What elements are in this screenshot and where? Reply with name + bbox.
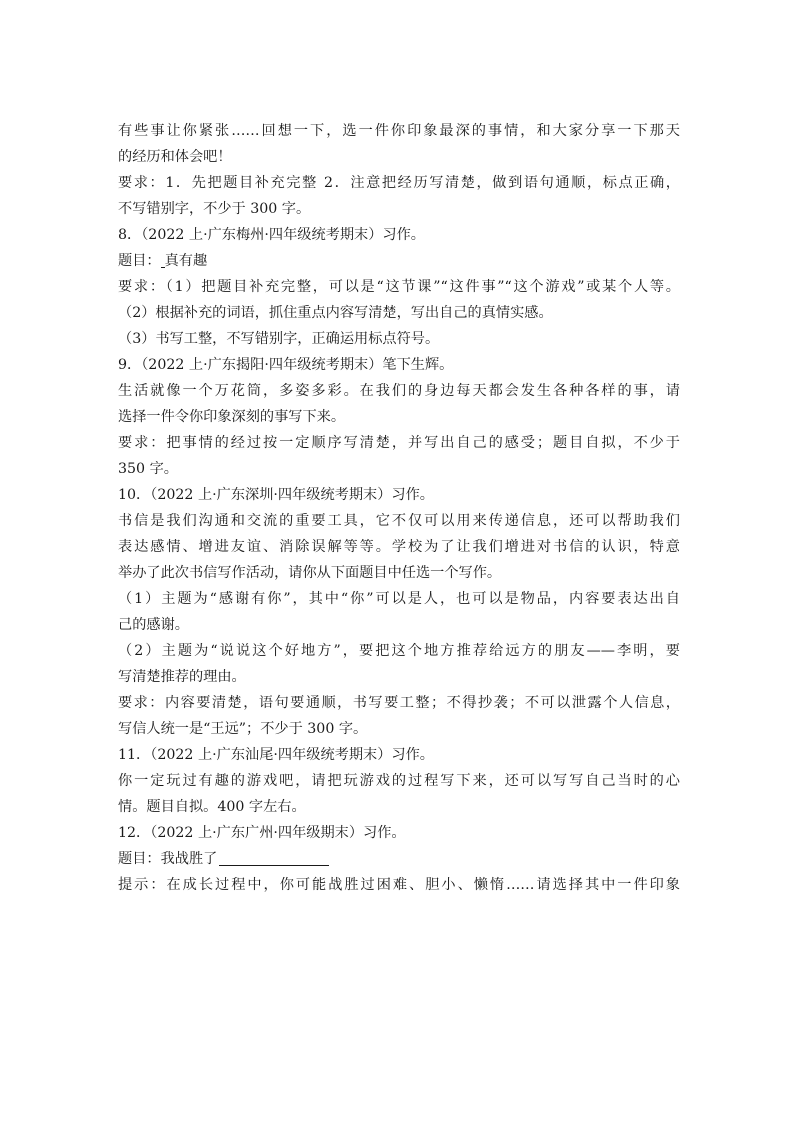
title-suffix: 真有趣 <box>164 253 208 269</box>
text-line: （2）主题为“说说这个好地方”，要把这个地方推荐给远方的朋友——李明，要 <box>118 643 680 659</box>
question-heading-8: 8．（2022 上·广东梅州·四年级统考期末）习作。 <box>118 227 425 243</box>
text-line: 要求：（1）把题目补充完整，可以是“这节课”“这件事”“这个游戏”或某个人等。 <box>118 279 680 295</box>
text-line: 己的感谢。 <box>118 617 189 633</box>
title-line-8 <box>118 248 680 274</box>
text-line: （3）书写工整，不写错别字，正确运用标点符号。 <box>118 331 440 347</box>
text-line: 情。题目自拟。400 字左右。 <box>118 799 306 815</box>
text-line: 举办了此次书信写作活动，请你从下面题目中任选一个写作。 <box>118 565 502 581</box>
question-heading-10: 10．（2022 上·广东深圳·四年级统考期末）习作。 <box>118 487 434 503</box>
text-line: 要求：把事情的经过按一定顺序写清楚，并写出自己的感受；题目自拟，不少于 <box>118 435 680 451</box>
document-body <box>118 118 680 898</box>
text-line: 的经历和体会吧！ <box>118 149 232 165</box>
text-line: 选择一件令你印象深刻的事写下来。 <box>118 409 346 425</box>
text-line: 提示：在成长过程中，你可能战胜过困难、胆小、懒惰……请选择其中一件印象 <box>118 877 680 893</box>
question-heading-12: 12．（2022 上·广东广州·四年级期末）习作。 <box>118 825 406 841</box>
question-heading-11: 11．（2022 上·广东汕尾·四年级统考期末）习作。 <box>118 747 434 763</box>
text-line: 要求：内容要清楚，语句要通顺，书写要工整；不得抄袭；不可以泄露个人信息， <box>118 695 680 711</box>
text-line: 写清楚推荐的理由。 <box>118 669 246 685</box>
title-line-12 <box>118 846 680 872</box>
text-line: （1）主题为“感谢有你”，其中“你”可以是人，也可以是物品，内容要表达出自 <box>118 591 680 607</box>
text-line: 表达感情、增进友谊、消除误解等等。学校为了让我们增进对书信的认识，特意 <box>118 539 680 555</box>
title-label: 题目： <box>118 253 161 269</box>
text-line: 书信是我们沟通和交流的重要工具，它不仅可以用来传递信息，还可以帮助我们 <box>118 513 680 529</box>
text-line: 要求：1．先把题目补充完整 2．注意把经历写清楚，做到语句通顺，标点正确， <box>118 175 680 191</box>
text-line: 生活就像一个万花筒，多姿多彩。在我们的身边每天都会发生各种各样的事，请 <box>118 383 680 399</box>
title-label: 题目：我战胜了 <box>118 851 218 867</box>
text-line: 350 字。 <box>118 461 178 477</box>
question-heading-9: 9．（2022 上·广东揭阳·四年级统考期末）笔下生辉。 <box>118 357 454 373</box>
text-line: 不写错别字，不少于 300 字。 <box>118 201 311 217</box>
text-line: 你一定玩过有趣的游戏吧，请把玩游戏的过程写下来，还可以写写自己当时的心 <box>118 773 680 789</box>
text-line: 写信人统一是“王远”；不少于 300 字。 <box>118 721 368 737</box>
text-line: （2）根据补充的词语，抓住重点内容写清楚，写出自己的真情实感。 <box>118 305 553 321</box>
title-blank <box>219 849 329 866</box>
text-line: 有些事让你紧张……回想一下，选一件你印象最深的事情，和大家分享一下那天 <box>118 123 680 139</box>
